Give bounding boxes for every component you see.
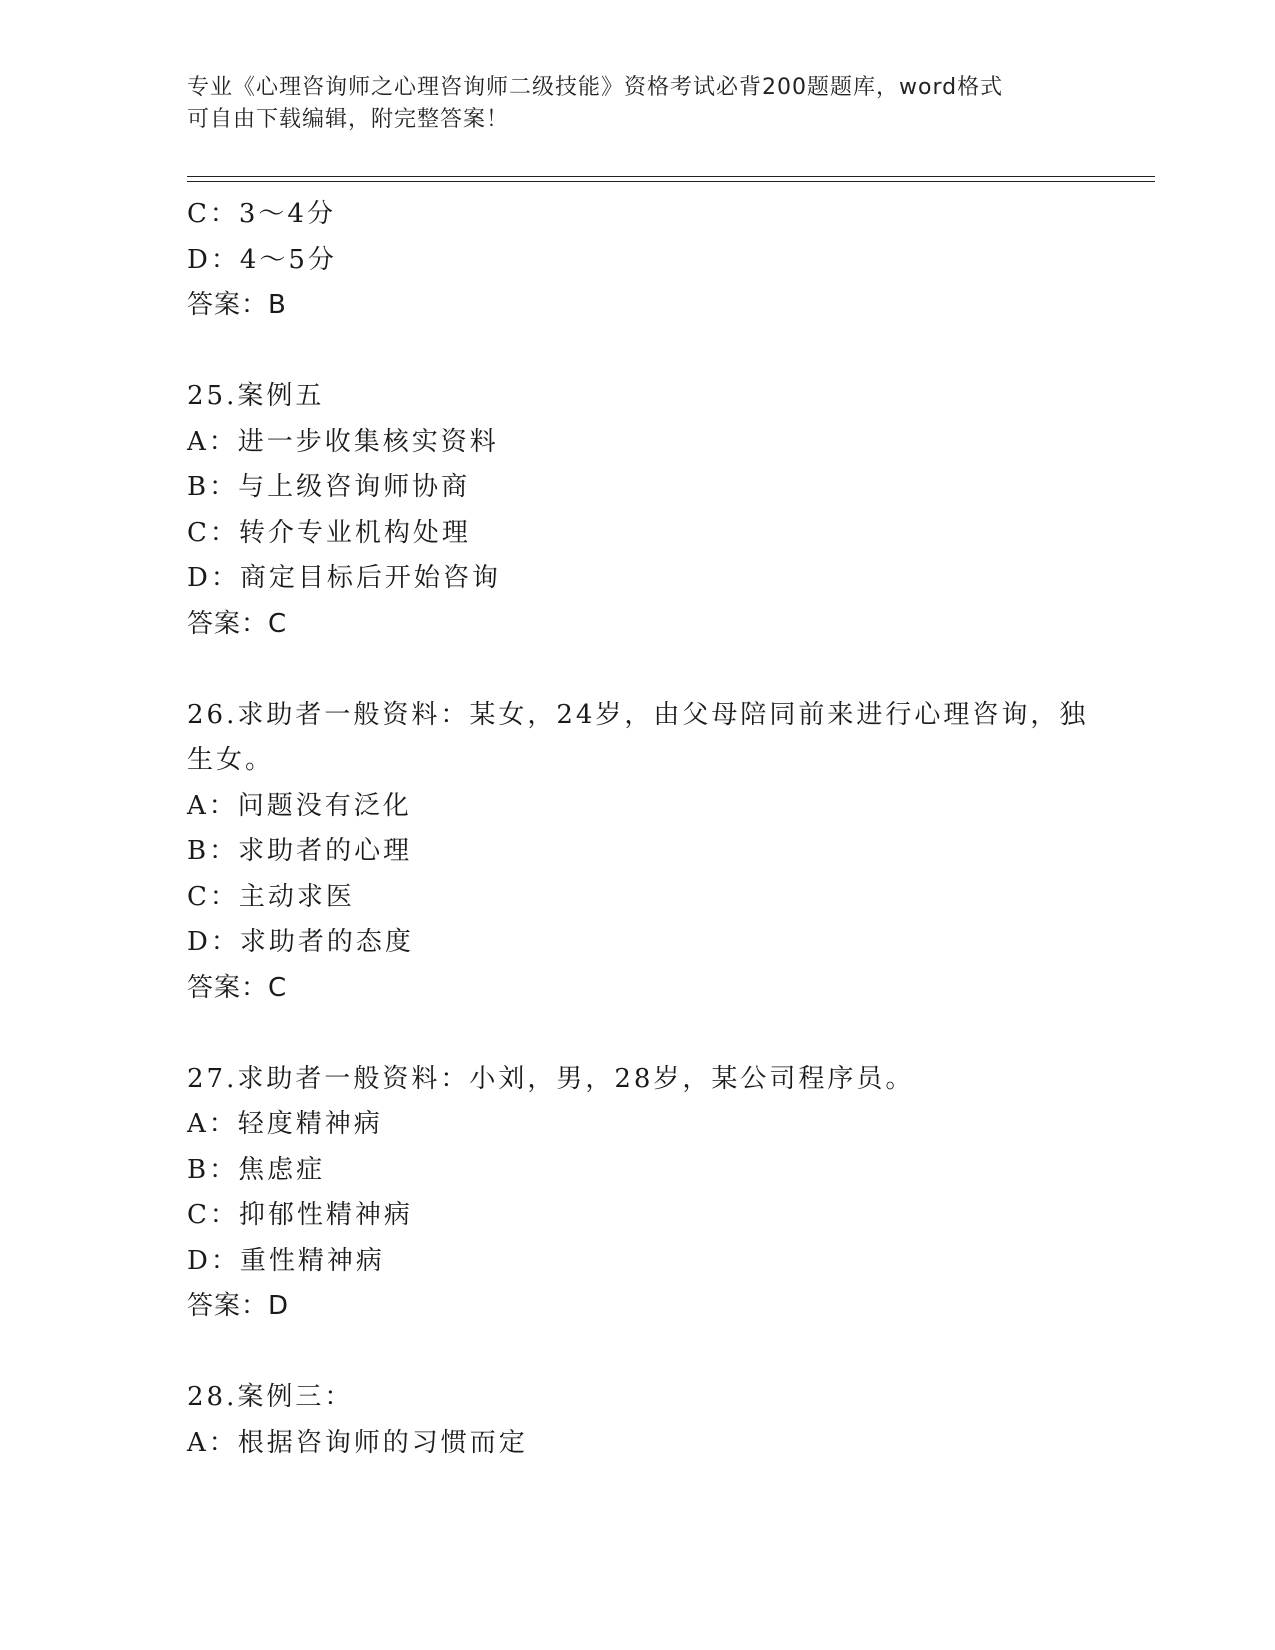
question-24-tail: [187, 192, 1087, 329]
option-b: B：与上级咨询师协商: [187, 472, 471, 502]
option-b: B：焦虑症: [187, 1154, 326, 1185]
question-stem-line-1: 26.求助者一般资料：某女，24岁，由父母陪同前来进行心理咨询，独: [187, 699, 1089, 730]
option-a: A：进一步收集核实资料: [187, 426, 499, 457]
question-list: [187, 192, 1087, 1466]
question-25: [187, 374, 1087, 647]
option-b: B：求助者的心理: [187, 836, 413, 866]
header-line-1: 专业《心理咨询师之心理咨询师二级技能》资格考试必背200题题库，word格式: [187, 75, 1004, 100]
option-d: D：重性精神病: [187, 1245, 385, 1276]
question-28: [187, 1375, 1087, 1466]
option-d: D：求助者的态度: [187, 927, 414, 957]
question-stem: 28.案例三：: [187, 1382, 354, 1412]
option-a: A：问题没有泛化: [187, 790, 412, 821]
question-26: [187, 693, 1087, 1012]
option-a: A：根据咨询师的习惯而定: [187, 1427, 528, 1458]
question-stem-line-2: 生女。: [187, 745, 275, 775]
answer: 答案：D: [187, 1291, 290, 1321]
option-c: C：3～4分: [187, 199, 336, 229]
option-d: D：4～5分: [187, 244, 337, 275]
answer: 答案：C: [187, 608, 288, 639]
spacer: [187, 1011, 1087, 1057]
answer: 答案：B: [187, 290, 287, 320]
spacer: [187, 647, 1087, 693]
option-c: C：主动求医: [187, 881, 355, 912]
question-stem: 27.求助者一般资料：小刘，男，28岁，某公司程序员。: [187, 1063, 915, 1094]
option-d: D：商定目标后开始咨询: [187, 563, 501, 593]
answer: 答案：C: [187, 972, 288, 1003]
option-a: A：轻度精神病: [187, 1109, 383, 1139]
option-c: C：抑郁性精神病: [187, 1200, 413, 1230]
spacer: [187, 1330, 1087, 1376]
spacer: [187, 329, 1087, 375]
header-rule-bottom: [187, 181, 1155, 182]
header-rule-top: [187, 176, 1155, 177]
header-line-2: 可自由下载编辑，附完整答案！: [187, 107, 510, 132]
question-27: [187, 1057, 1087, 1330]
page-header: [187, 72, 1087, 136]
option-c: C：转介专业机构处理: [187, 517, 471, 548]
question-stem: 25.案例五: [187, 381, 325, 411]
